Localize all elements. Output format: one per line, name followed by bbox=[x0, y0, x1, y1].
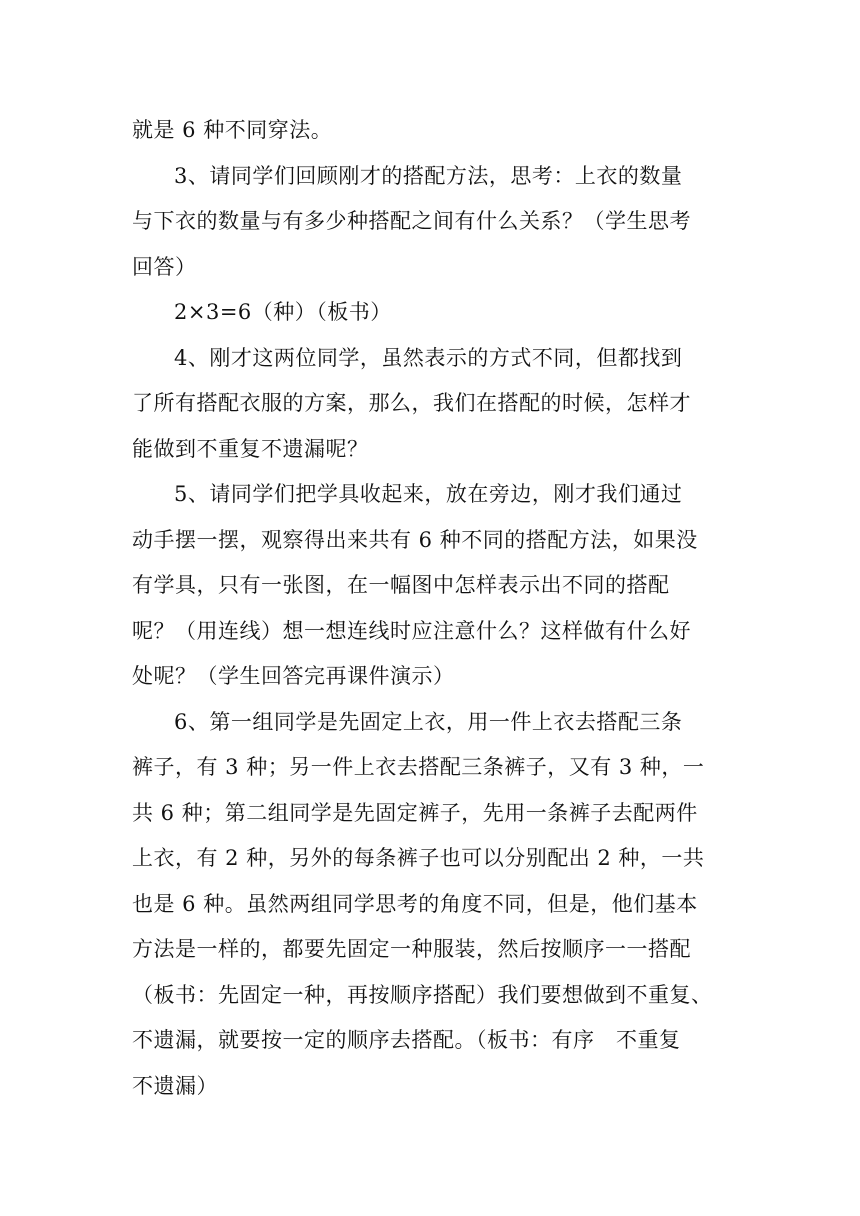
text-line: 与下衣的数量与有多少种搭配之间有什么关系？（学生思考 bbox=[132, 209, 691, 233]
text-line: 动手摆一摆，观察得出来共有 6 种不同的搭配方法，如果没 bbox=[132, 527, 698, 552]
paragraph bbox=[132, 472, 732, 700]
text-line: 6、第一组同学是先固定上衣，用一件上衣去搭配三条 bbox=[174, 709, 683, 734]
paragraph bbox=[132, 336, 732, 473]
text-line: 共 6 种；第二组同学是先固定裤子，先用一条裤子去配两件 bbox=[132, 800, 698, 825]
text-line: 3、请同学们回顾刚才的搭配方法，思考：上衣的数量 bbox=[174, 163, 683, 188]
text-line: 了所有搭配衣服的方案，那么，我们在搭配的时候，怎样才 bbox=[132, 391, 691, 415]
document-body bbox=[132, 108, 732, 1109]
paragraph bbox=[132, 290, 732, 336]
text-line: 5、请同学们把学具收起来，放在旁边，刚才我们通过 bbox=[174, 482, 683, 506]
text-line: 上衣，有 2 种，另外的每条裤子也可以分别配出 2 种，一共 bbox=[132, 846, 705, 870]
text-line: 裤子，有 3 种；另一件上衣去搭配三条裤子，又有 3 种，一 bbox=[132, 755, 705, 779]
text-line: （板书：先固定一种，再按顺序搭配）我们要想做到不重复、 bbox=[132, 982, 713, 1007]
text-line: 不遗漏） bbox=[132, 1073, 218, 1098]
paragraph bbox=[132, 700, 732, 1110]
text-line: 处呢？（学生回答完再课件演示） bbox=[132, 664, 455, 688]
paragraph bbox=[132, 108, 732, 154]
text-line: 有学具，只有一张图，在一幅图中怎样表示出不同的搭配 bbox=[132, 573, 670, 597]
text-line: 不遗漏，就要按一定的顺序去搭配。（板书：有序 不重复 bbox=[132, 1028, 681, 1052]
text-line: 2×3=6（种）（板书） bbox=[174, 300, 392, 324]
text-line: 方法是一样的，都要先固定一种服装，然后按顺序一一搭配 bbox=[132, 937, 691, 961]
text-line: 呢？（用连线）想一想连线时应注意什么？这样做有什么好 bbox=[132, 618, 691, 643]
paragraph bbox=[132, 154, 732, 291]
text-line: 回答） bbox=[132, 254, 197, 279]
text-line: 4、刚才这两位同学，虽然表示的方式不同，但都找到 bbox=[174, 345, 683, 370]
text-line: 也是 6 种。虽然两组同学思考的角度不同，但是，他们基本 bbox=[132, 891, 698, 916]
text-line: 就是 6 种不同穿法。 bbox=[132, 118, 333, 142]
text-line: 能做到不重复不遗漏呢？ bbox=[132, 436, 369, 461]
